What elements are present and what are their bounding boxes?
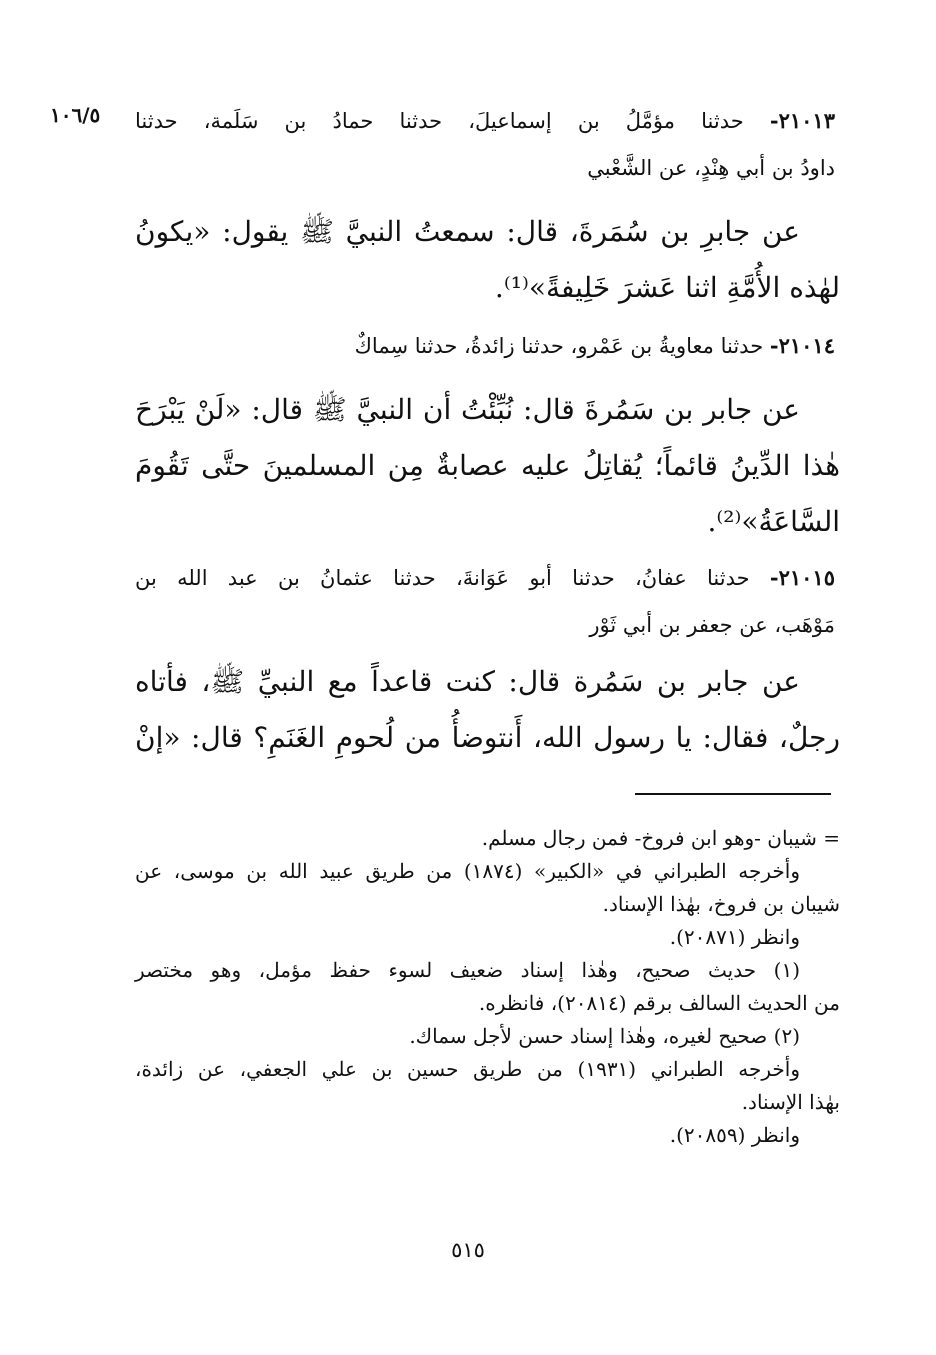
footnote-line: من الحديث السالف برقم (٢٠٨١٤)، فانظره. (478, 991, 840, 1015)
footnote-line: بهٰذا الإسناد. (741, 1090, 840, 1114)
page-number: ٥١٥ (451, 1238, 485, 1262)
footnote-line: (١) حديث صحيح، وهٰذا إسناد ضعيف لسوء حفظ مؤمل، وهو مختصر (135, 958, 800, 982)
footnote-line: وأخرجه الطبراني (١٩٣١) من طريق حسين بن علي الجعفي، عن زائدة، (135, 1057, 800, 1081)
footnote-line: وانظر (٢٠٨٥٩). (669, 1123, 800, 1147)
isnad-line: ٢١٠١٥- حدثنا عفانُ، حدثنا أبو عَوَانةَ، حدثنا عثمانُ بن عبد الله بن (135, 565, 835, 590)
matn-line: عن جابر بن سَمُرة قال: كنت قاعداً مع النبيِّ ﷺ، فأتاه (135, 665, 800, 698)
footnote-line: شيبان بن فروخ، بهٰذا الإسناد. (602, 892, 840, 916)
footnote-separator (635, 793, 831, 795)
hadith-isnad (135, 322, 835, 370)
hadith-number: ٢١٠١٥- (769, 565, 835, 590)
hadith-matn (135, 204, 840, 316)
hadith-number: ٢١٠١٣- (769, 108, 835, 133)
matn-line: عن جابر بن سَمُرةَ قال: نُبِّئْتُ أن النبيَّ ﷺ قال: «لَنْ يَبْرَحَ (135, 393, 800, 426)
matn-line: هٰذا الدِّينُ قائماً؛ يُقاتِلُ عليه عصابةٌ مِن المسلمينَ حتَّى تَقُومَ (135, 449, 840, 482)
footnote-line: = شيبان -وهو ابن فروخ- فمن رجال مسلم. (481, 826, 840, 850)
matn-line: لهٰذه الأُمَّةِ اثنا عَشرَ خَلِيفةً»⁽¹⁾. (494, 271, 840, 304)
footnotes (135, 822, 840, 1152)
hadith-isnad (135, 554, 835, 649)
footnote-line: (٢) صحيح لغيره، وهٰذا إسناد حسن لأجل سماك. (409, 1024, 800, 1048)
matn-line: السَّاعَةُ»⁽²⁾. (707, 505, 840, 538)
isnad-line: داودُ بن أبي هِنْدٍ، عن الشَّعْبي (587, 156, 835, 180)
isnad-line: مَوْهَب، عن جعفر بن أبي ثَوْر (589, 613, 835, 637)
matn-line: رجلٌ، فقال: يا رسول الله، أَنتوضأُ من لُحومِ الغَنَمِ؟ قال: «إنْ (135, 721, 840, 754)
footnote-line: وأخرجه الطبراني في «الكبير» (١٨٧٤) من طريق عبيد الله بن موسى، عن (135, 859, 800, 883)
matn-line: عن جابرِ بن سُمَرةَ، قال: سمعتُ النبيَّ ﷺ يقول: «يكونُ (135, 215, 800, 248)
hadith-matn (135, 382, 840, 550)
hadith-isnad (135, 97, 835, 192)
isnad-line: ٢١٠١٤- حدثنا معاويةُ بن عَمْرو، حدثنا زائدةُ، حدثنا سِماكٌ (354, 333, 835, 358)
footnote-line: وانظر (٢٠٨٧١). (669, 925, 800, 949)
hadith-matn (135, 654, 840, 766)
isnad-line: ٢١٠١٣- حدثنا مؤمَّلُ بن إسماعيلَ، حدثنا حمادُ بن سَلَمة، حدثنا (135, 108, 835, 133)
margin-reference: ١٠٦/٥ (50, 103, 101, 127)
hadith-number: ٢١٠١٤- (769, 333, 835, 358)
